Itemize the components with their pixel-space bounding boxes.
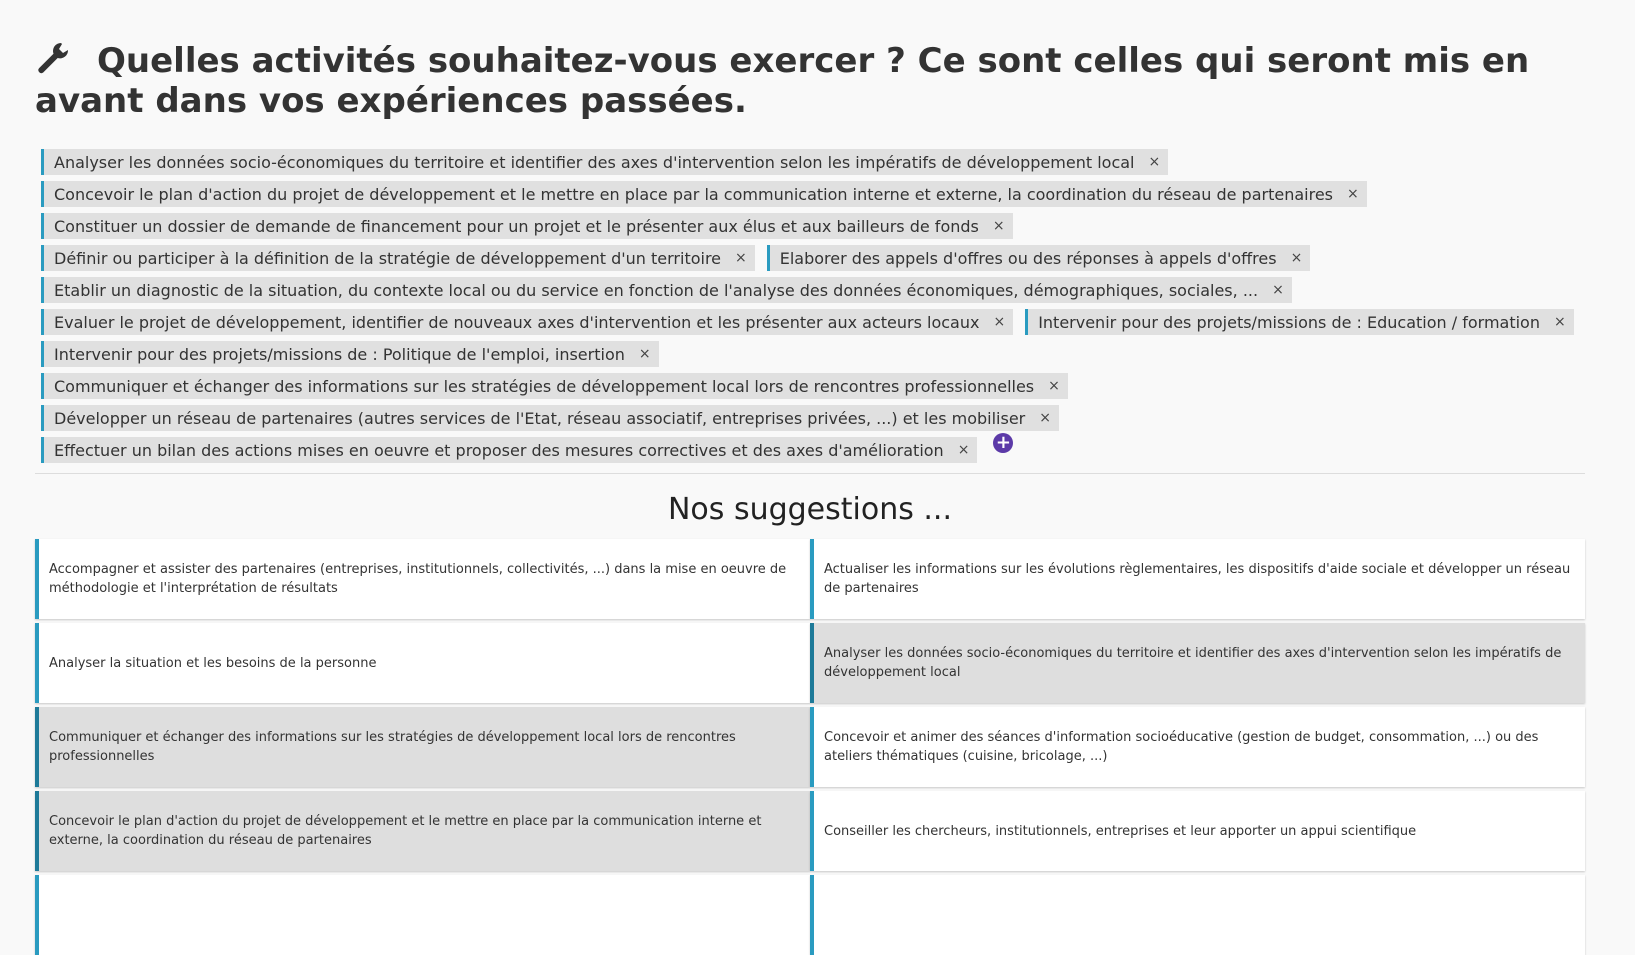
suggestion-card[interactable] [35,875,810,955]
activity-tag [41,341,659,367]
remove-tag-icon[interactable]: × [1148,154,1161,170]
suggestions-title: Nos suggestions ... [667,492,953,527]
activity-tag-label: Intervenir pour des projets/missions de : Education / formation [1038,312,1540,332]
scrollbar[interactable] [1631,418,1635,448]
remove-tag-icon[interactable]: × [1272,282,1284,298]
remove-tag-icon[interactable]: × [1553,314,1566,330]
suggestions-grid [35,539,1585,955]
suggestion-card[interactable] [810,539,1585,619]
tag-row [41,405,1585,437]
activity-tag [767,245,1311,271]
activity-tag [41,373,1068,399]
remove-tag-icon[interactable]: × [957,442,970,458]
activities-panel [35,40,1585,955]
tag-row [41,277,1585,309]
suggestion-card[interactable] [810,875,1585,955]
tag-row [41,309,1585,341]
suggestion-label: Actualiser les informations sur les évolutions règlementaires, les dispositifs d'aide sociale et développer un réseau de partenaires [824,562,1571,596]
activity-tag [41,245,755,271]
tag-row [41,181,1585,213]
add-activity-button[interactable]: + [993,433,1013,453]
remove-tag-icon[interactable]: × [1347,186,1359,202]
activity-tag [41,213,1013,239]
suggestion-label: Communiquer et échanger des informations sur les stratégies de développement local lors de rencontres professionnelles [49,730,736,764]
suggestion-card[interactable] [810,623,1585,703]
tag-row [41,373,1585,405]
suggestion-card[interactable] [35,707,810,787]
suggestion-card[interactable] [810,791,1585,871]
remove-tag-icon[interactable]: × [1048,378,1060,394]
suggestion-label: Conseiller les chercheurs, institutionnels, entreprises et leur apporter un appui scientifique [824,823,1417,839]
activity-tag-label: Evaluer le projet de développement, identifier de nouveaux axes d'intervention et les présenter aux acteurs locaux [54,312,980,332]
activity-tag-label: Effectuer un bilan des actions mises en oeuvre et proposer des mesures correctives et des axes d'amélioration [54,440,944,460]
activity-tag [1025,309,1574,335]
tag-row [41,213,1585,245]
activity-tag [41,181,1367,207]
suggestion-label: Analyser la situation et les besoins de la personne [49,655,377,671]
tag-row [41,245,1585,277]
suggestion-label: Accompagner et assister des partenaires (entreprises, institutionnels, collectivités, ...) dans la mise en oeuvre de méthodologie et l'interprétation de résultats [49,562,787,596]
activity-tag-label: Constituer un dossier de demande de financement pour un projet et le présenter aux élus et aux bailleurs de fonds [54,216,979,236]
suggestion-label: Concevoir et animer des séances d'information socioéducative (gestion de budget, consommation, ...) ou des ateliers thématiques (cuisine, bricolage, ...) [824,730,1539,764]
page-title [35,40,1585,121]
suggestion-label: Analyser les données socio-économiques du territoire et identifier des axes d'intervention selon les impératifs de développement local [824,646,1562,680]
activity-tag-label: Intervenir pour des projets/missions de : Politique de l'emploi, insertion [54,344,625,364]
activity-tag [41,405,1059,431]
activity-tag [41,437,977,463]
suggestion-label: Concevoir le plan d'action du projet de développement et le mettre en place par la communication interne et externe, la coordination du réseau de partenaires [49,814,762,848]
suggestion-card[interactable] [35,539,810,619]
suggestion-card[interactable] [35,791,810,871]
suggestion-card[interactable] [35,623,810,703]
remove-tag-icon[interactable]: × [993,314,1006,330]
remove-tag-icon[interactable]: × [992,218,1005,234]
tag-row [41,149,1585,181]
suggestion-card[interactable] [810,707,1585,787]
activity-tag-label: Concevoir le plan d'action du projet de développement et le mettre en place par la communication interne et externe, la coordination du réseau de partenaires [54,184,1333,204]
activity-tag-label: Analyser les données socio-économiques du territoire et identifier des axes d'intervention selon les impératifs de développement local [54,152,1135,172]
remove-tag-icon[interactable]: × [735,250,747,266]
activity-tag-label: Etablir un diagnostic de la situation, du contexte local ou du service en fonction de l'analyse des données économiques, démographiques, sociales, ... [54,280,1259,300]
activity-tag-label: Développer un réseau de partenaires (autres services de l'Etat, réseau associatif, entreprises privées, ...) et les mobiliser [54,408,1026,428]
activity-tag-label: Elaborer des appels d'offres ou des réponses à appels d'offres [779,248,1277,268]
remove-tag-icon[interactable]: × [1290,250,1303,266]
remove-tag-icon[interactable]: × [638,346,651,362]
activity-tag-label: Définir ou participer à la définition de la stratégie de développement d'un territoire [54,248,722,268]
remove-tag-icon[interactable]: × [1039,410,1051,426]
activity-tag-label: Communiquer et échanger des informations sur les stratégies de développement local lors de rencontres professionnelles [54,376,1035,396]
tag-row [41,341,1585,373]
wrench-icon [35,40,71,76]
activity-tag [41,277,1292,303]
activity-tag [41,149,1168,175]
page-title-text: Quelles activités souhaitez-vous exercer ? Ce sont celles qui seront mis en avant dans vos expériences passées. [35,41,1530,121]
activity-tag [41,309,1013,335]
selected-activities-list [35,149,1585,474]
tag-row [41,432,1585,469]
